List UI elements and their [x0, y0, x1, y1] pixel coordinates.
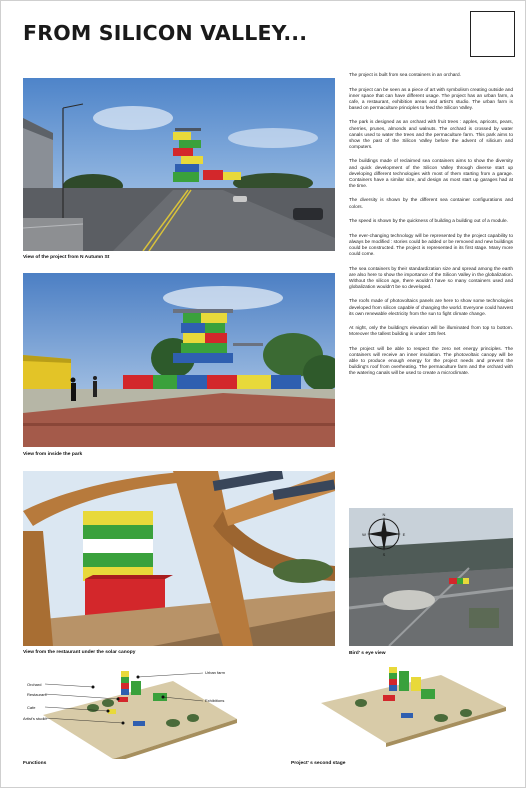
label-artist-studio: Artist's studio: [23, 716, 47, 721]
label-exhibitions: Exhibitions: [205, 698, 225, 703]
compass-south: S: [382, 552, 386, 557]
caption-view-street: View of the project from N Autumn St: [23, 255, 110, 260]
caption-birds-eye: Bird' s eye view: [349, 651, 386, 656]
description-paragraph: The sea containers by their standardization size and spread among the earth are also here to show the importance of the Silicon Valley in the globalization. Without the silicon age, there wouldn't have so many containers used and globalization wouldn't be so developed.: [349, 266, 513, 290]
birds-eye-image: [349, 508, 513, 646]
logo-box: [470, 11, 515, 57]
description-paragraph: The diversity is shown by the different sea container configurations and colors.: [349, 198, 513, 210]
caption-second-stage: Project' s second stage: [291, 761, 346, 766]
description-paragraph: The park is designed as an orchard with fruit trees : apples, apricots, pears, cherries, prunes, almonds and walnuts. The orchard is crossed by water canals used to water the trees and the permaculture farm. This park aims to show the past of the Silicon Valley before the advent of silicium and computers.: [349, 120, 513, 150]
caption-view-park: View from inside the park: [23, 452, 83, 457]
compass-east: E: [402, 532, 406, 537]
description-paragraph: The project will be able to respect the zero net energy principles. The containers will receive an inner insulation. The photovoltaic canopy will be able to produce enough energy for the project needs and prevent the building's roof from overheating. The permaculture farm and the orchard with the watering canals will be used to create a microclimate.: [349, 346, 513, 377]
caption-view-restaurant: View from the restaurant under the solar canopy: [23, 650, 136, 655]
view-restaurant-image: [23, 471, 335, 646]
caption-functions: Functions: [23, 761, 47, 766]
description-paragraph: The buildings made of reclaimed sea containers aims to show the diversity and quick development of the Silicon Valley through diverse start up developing different technologies with most of them starting from a garage. Containers have a similar size, and design as most start up garages had at the time.: [349, 159, 513, 189]
label-cafe: Cafe: [27, 705, 36, 710]
description-paragraph: The roofs made of photovoltaics panels are here to show some technologies developed from silicon capable of changing the world. Everyone could harvest its own renewable electricity from the sun to fight climate change.: [349, 299, 513, 317]
description-column: [349, 73, 513, 386]
functions-diagram: [23, 663, 237, 759]
description-paragraph: The speed is shown by the quickness of building a building out of a module.: [349, 219, 508, 225]
compass-west: W: [362, 532, 366, 537]
view-park-image: [23, 273, 335, 447]
label-urban-farm: Urban farm: [205, 670, 226, 675]
view-street-image: [23, 78, 335, 251]
second-stage-diagram: [291, 663, 513, 759]
description-paragraph: The ever-changing technology will be represented by the project capability to always be modified : stories could be added or be removed and new buildings could be constructed. The project is represented in its first stage. Many more could come.: [349, 233, 513, 257]
poster-title: FROM SILICON VALLEY...: [23, 21, 308, 45]
description-paragraph: At night, only the building's elevation will be illuminated from top to bottom. Moreover the tallest building is under 105 feet.: [349, 326, 513, 338]
compass-north: N: [382, 512, 386, 517]
label-orchard: Orchard: [27, 682, 42, 687]
description-paragraph: The project can be seen as a piece of art with symbolism creating outside and inner space that can have different usage. The project has an urban farm, a cafe, a restaurant, exhibition areas and artist's studio. The urban farm is based on permaculture principles to feed the Silicon Valley.: [349, 87, 513, 111]
label-restaurant: Restaurant: [27, 692, 47, 697]
description-paragraph: The project is built from sea containers in an orchard.: [349, 73, 461, 78]
